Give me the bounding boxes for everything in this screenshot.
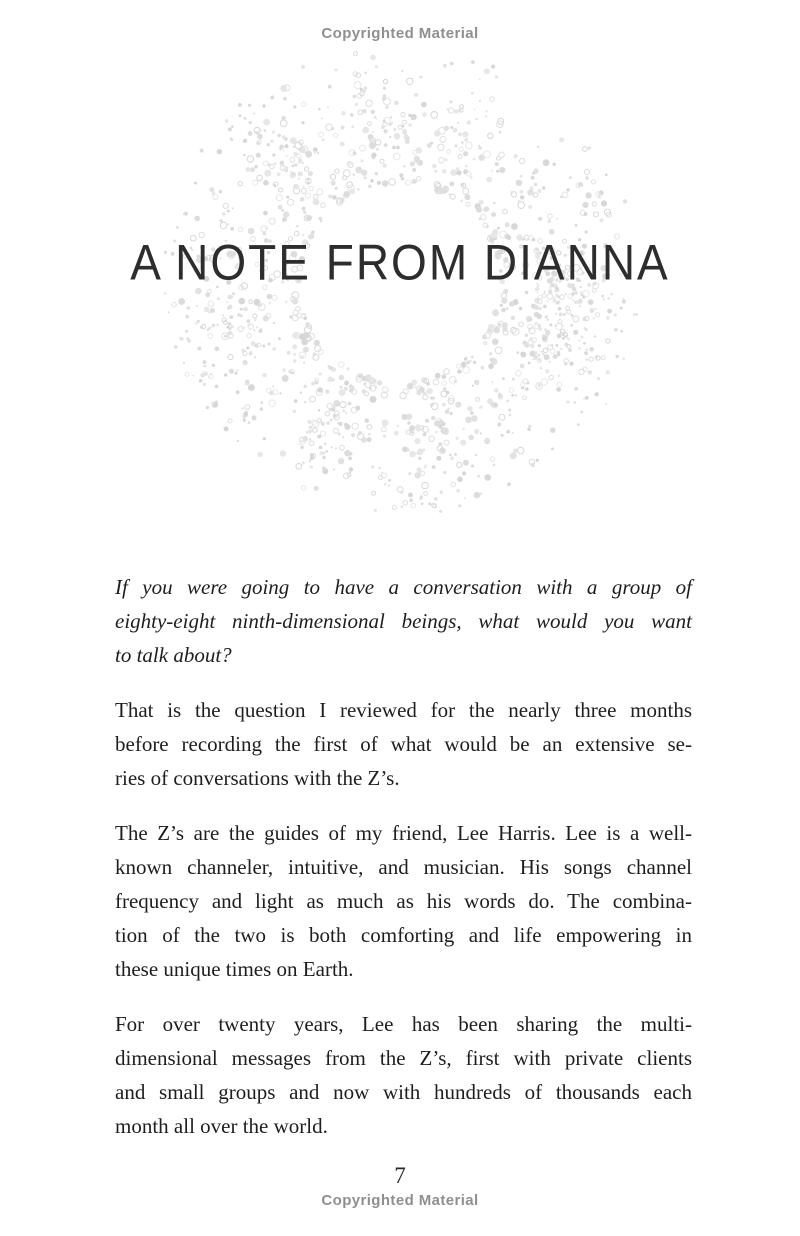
copyright-notice-bottom: Copyrighted Material [321,1192,479,1209]
text-line: eighty-eight ninth-dimensional beings, what would you want [115,609,692,633]
chapter-title: A NOTE FROM DIANNA [130,233,670,291]
text-line: month all over the world. [115,1114,328,1138]
paragraph [115,1007,692,1143]
text-line: For over twenty years, Lee has been sharing the multi- [115,1012,692,1036]
text-line: If you were going to have a conversation with a group of [115,575,692,599]
text-line: these unique times on Earth. [115,957,354,981]
text-line: tion of the two is both comforting and life empowering in [115,923,692,947]
text-line: and small groups and now with hundreds of thousands each [115,1080,692,1104]
text-line: The Z’s are the guides of my friend, Lee Harris. Lee is a well- [115,821,692,845]
text-line: before recording the first of what would be an extensive se- [115,732,692,756]
paragraph [115,570,692,672]
text-line: to talk about? [115,643,232,667]
text-line: That is the question I reviewed for the nearly three months [115,698,692,722]
text-line: ries of conversations with the Z’s. [115,766,400,790]
text-line: dimensional messages from the Z’s, first with private clients [115,1046,692,1070]
page-number: 7 [394,1163,406,1188]
paragraph [115,816,692,986]
text-line: known channeler, intuitive, and musician. His songs channel [115,855,692,879]
body-text [115,570,692,1164]
text-line: frequency and light as much as his words do. The combina- [115,889,692,913]
copyright-notice-top: Copyrighted Material [321,25,479,42]
paragraph [115,693,692,795]
